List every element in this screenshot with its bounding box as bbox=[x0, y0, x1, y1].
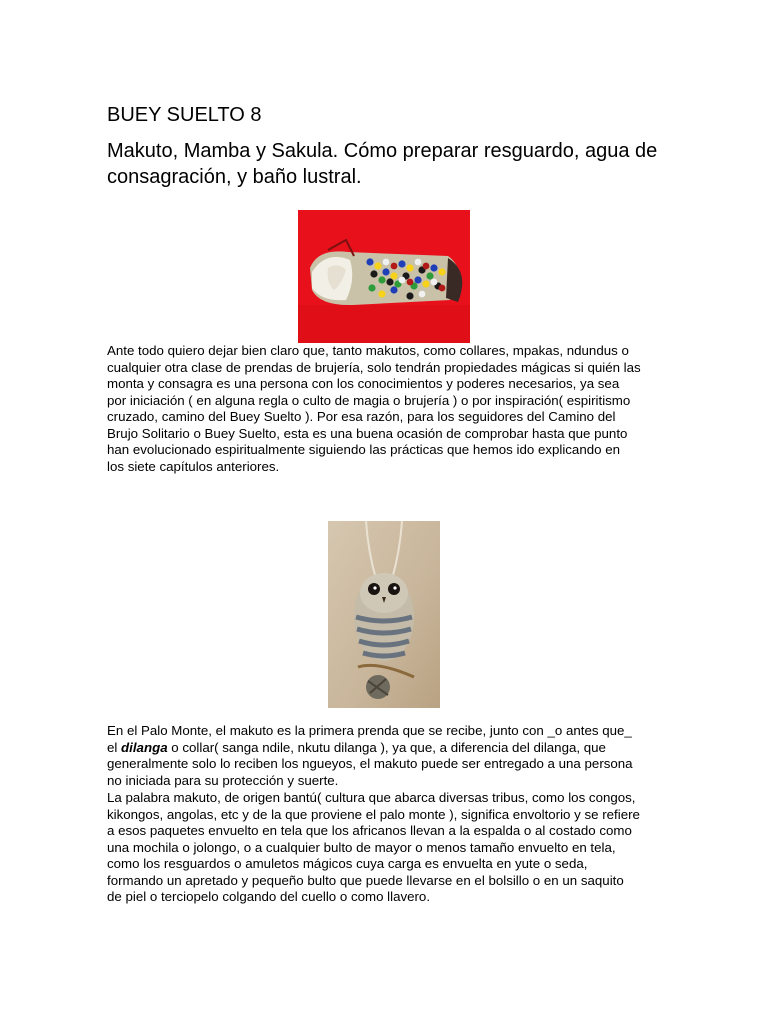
knitted-owl-amulet-photo bbox=[328, 521, 440, 708]
paragraph-palo-monte bbox=[107, 723, 667, 789]
paragraph-line: de piel o terciopelo colgando del cuello o como llavero. bbox=[107, 889, 431, 904]
paragraph-line: los siete capítulos anteriores. bbox=[107, 458, 280, 474]
paragraph-line: cruzado, camino del Buey Suelto ). Por esa razón, para los seguidores del Camino del bbox=[107, 409, 616, 424]
paragraph-line bbox=[107, 740, 667, 757]
document-title: BUEY SUELTO 8 bbox=[107, 104, 262, 126]
paragraph-line: a esos paquetes envuelto en tela que los africanos llevan a la espalda o al costado como bbox=[107, 823, 632, 838]
paragraph-line: han evolucionado espiritualmente siguiendo las prácticas que hemos ido explicando en bbox=[107, 442, 621, 457]
paragraph-line: Brujo Solitario o Buey Suelto, esta es una buena ocasión de comprobar hasta que punto bbox=[107, 425, 628, 441]
paragraph-line: La palabra makuto, de origen bantú( cultura que abarca diversas tribus, como los congos, bbox=[107, 790, 636, 805]
paragraph-line: una mochila o jolongo, o a cualquier bulto de mayor o menos tamaño envuelto en tela, bbox=[107, 839, 616, 855]
paragraph-line: no iniciada para su protección y suerte. bbox=[107, 772, 339, 788]
paragraph-line: monta y consagra es una persona con los conocimientos y poderes necesarios, ya sea bbox=[107, 376, 620, 391]
paragraph-makuto-meaning bbox=[107, 790, 667, 906]
paragraph-line: Ante todo quiero dejar bien claro que, tanto makutos, como collares, mpakas, ndundus o bbox=[107, 343, 629, 358]
paragraph-line: kikongos, angolas, etc y de la que proviene el palo monte ), significa envoltorio y se refiere bbox=[107, 806, 640, 822]
text-run: o collar( sanga ndile, nkutu dilanga ), ya que, a diferencia del dilanga, que bbox=[167, 739, 606, 755]
paragraph-line: generalmente solo lo reciben los ngueyos, el makuto puede ser entregado a una persona bbox=[107, 756, 633, 771]
paragraph-line: cualquier otra clase de prendas de brujería, solo tendrán propiedades mágicas si quién las bbox=[107, 359, 641, 375]
paragraph-line: En el Palo Monte, el makuto es la primera prenda que se recibe, junto con _o antes que_ bbox=[107, 723, 632, 738]
paragraph-line: formando un apretado y pequeño bulto que puede llevarse en el bolsillo o en un saquito bbox=[107, 872, 624, 888]
paragraph-intro bbox=[107, 343, 667, 475]
paragraph-line: por iniciación ( en alguna regla o culto de magia o brujería ) o por inspiración( espiritismo bbox=[107, 392, 631, 408]
paragraph-line: como los resguardos o amuletos mágicos cuya carga es envuelta en yute o seda, bbox=[107, 856, 588, 871]
emphasized-term: dilanga bbox=[121, 739, 168, 755]
subtitle-line: Makuto, Mamba y Sakula. Cómo preparar resguardo, agua de bbox=[107, 140, 658, 162]
subtitle-line: consagración, y baño lustral. bbox=[107, 166, 362, 188]
document-subtitle bbox=[107, 138, 687, 190]
beaded-makuto-photo bbox=[298, 210, 470, 343]
text-run: el bbox=[107, 739, 122, 755]
